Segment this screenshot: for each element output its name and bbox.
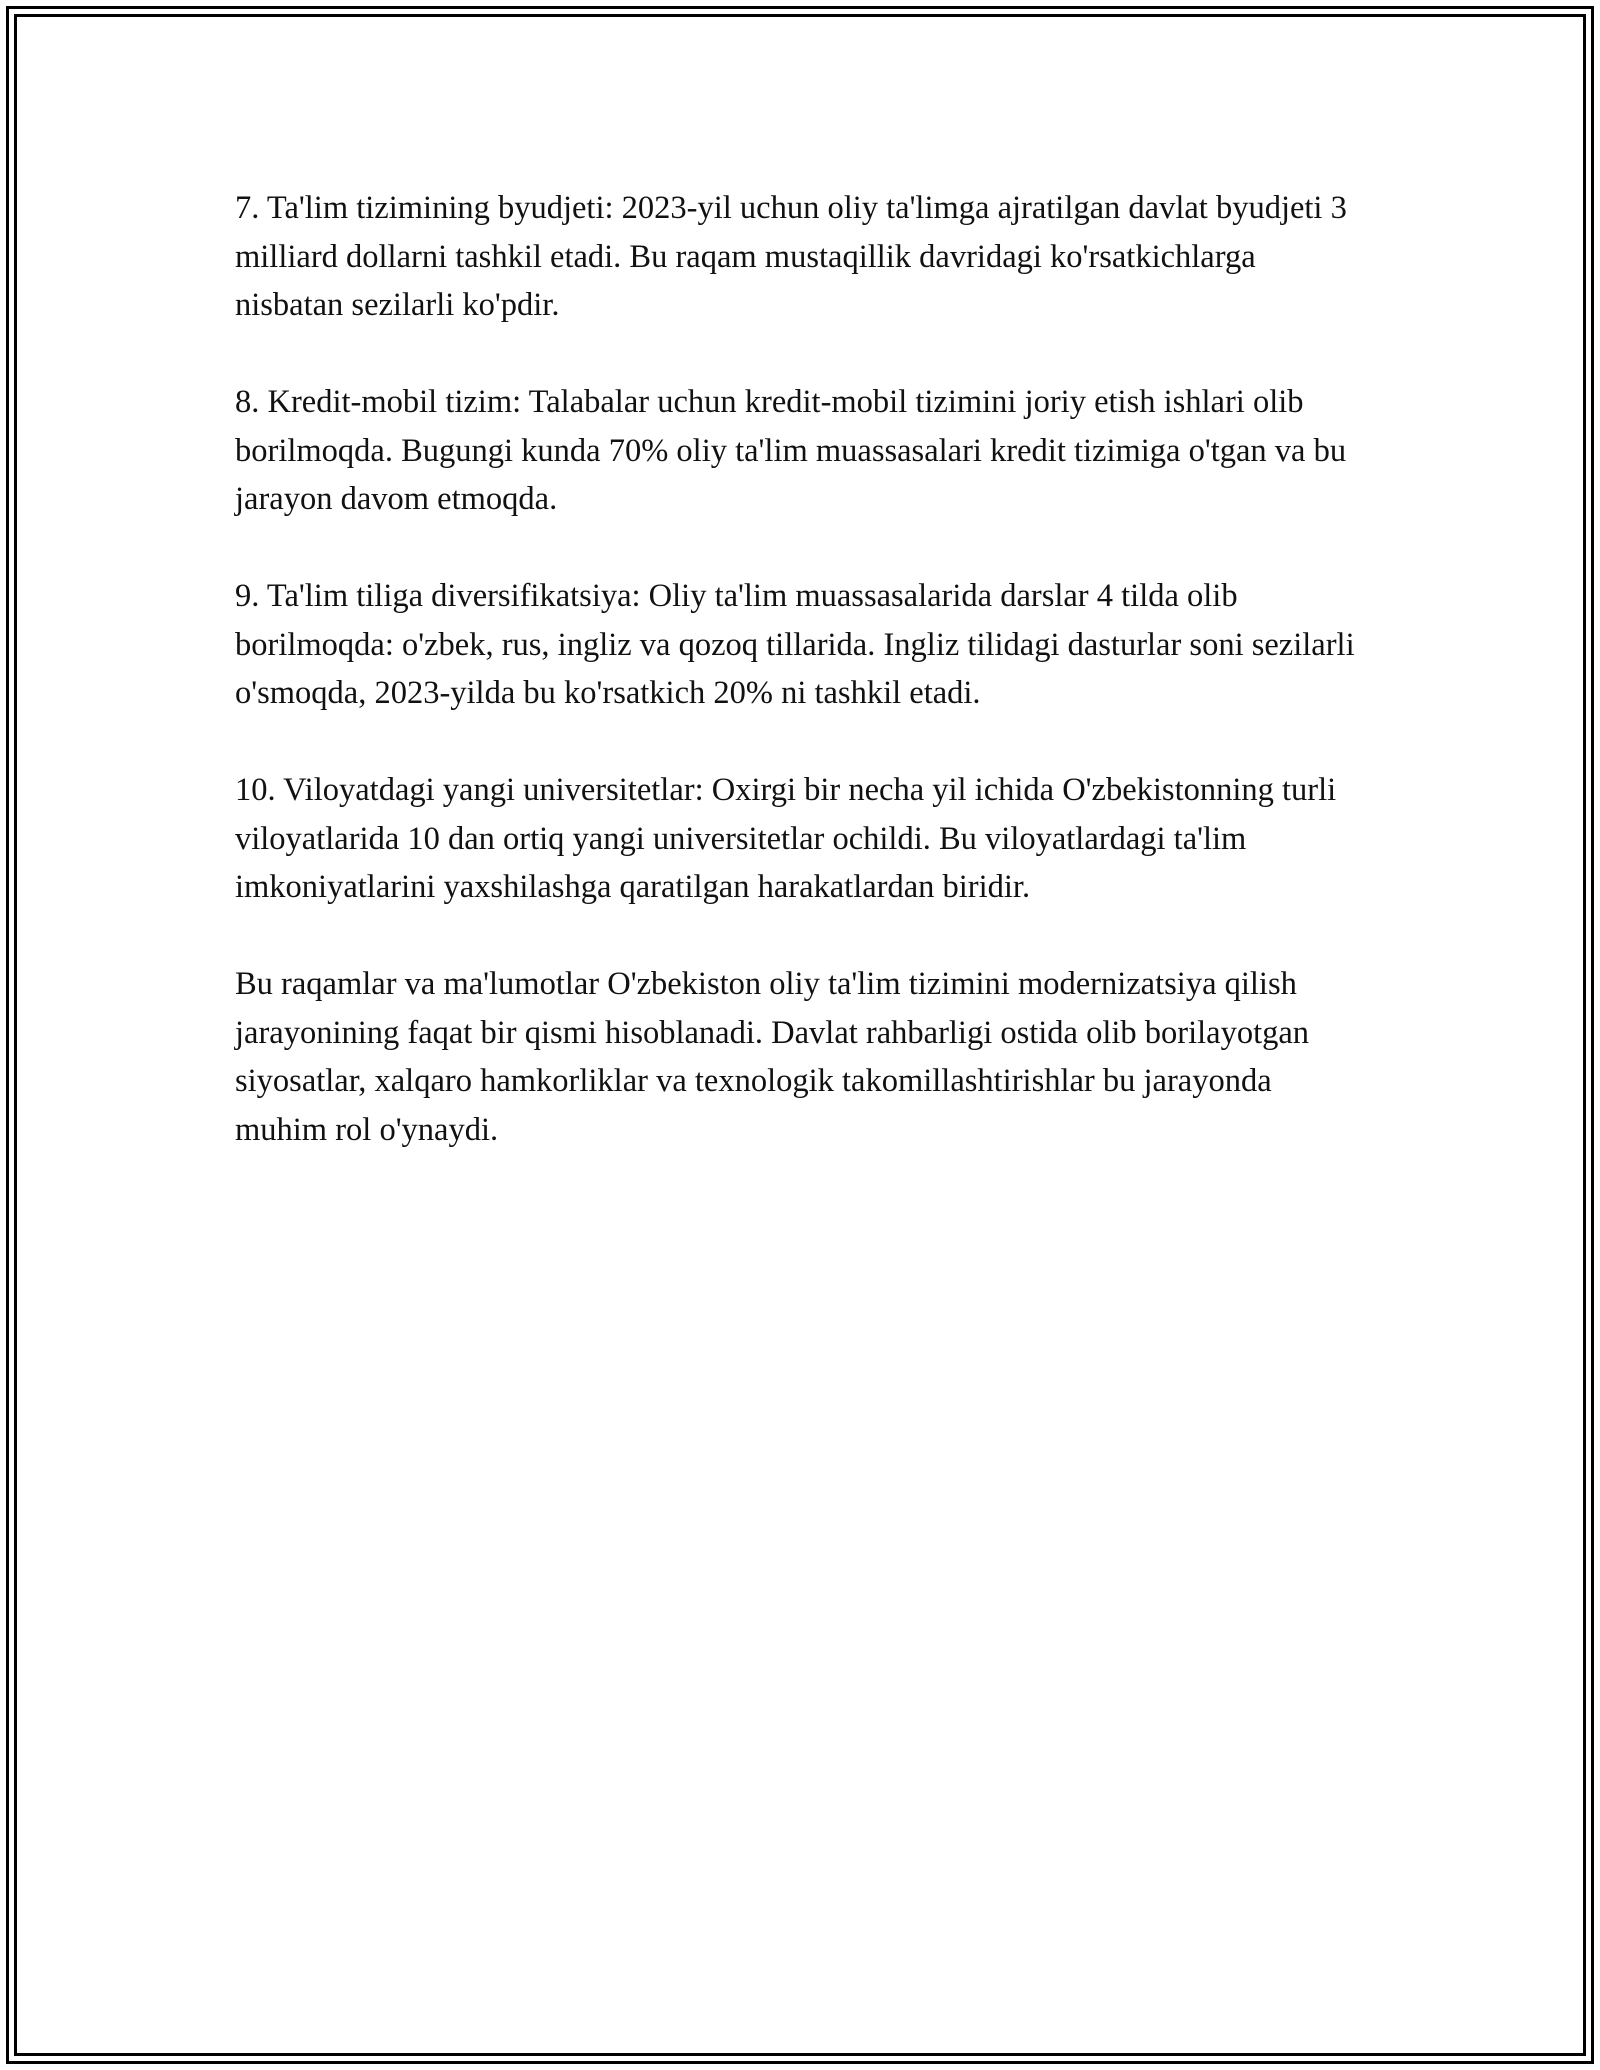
paragraph-regional-universities: 10. Viloyatdagi yangi universitetlar: Oxirgi bir necha yil ichida O'zbekistonning turli viloyatlarida 10 dan ortiq yangi universitetlar ochildi. Bu viloyatlardagi ta'lim imkoniyatlarini yaxshilashga qaratilgan harakatlardan biridir.: [235, 772, 1337, 905]
paragraph-language-diversification: 9. Ta'lim tiliga diversifikatsiya: Oliy ta'lim muassasalarida darslar 4 tilda olib borilmoqda: o'zbek, rus, ingliz va qozoq tillarida. Ingliz tilidagi dasturlar soni sezilarli o'smoqda, 2023-yilda bu ko'rsatkich 20% ni tashkil etadi.: [235, 578, 1355, 711]
document-body: [235, 184, 1355, 1203]
paragraph-credit-system: 8. Kredit-mobil tizim: Talabalar uchun kredit-mobil tizimini joriy etish ishlari olib borilmoqda. Bugungi kunda 70% oliy ta'lim muassasalari kredit tizimiga o'tgan va bu jarayon davom etmoqda.: [235, 384, 1347, 517]
paragraph-budget: 7. Ta'lim tizimining byudjeti: 2023-yil uchun oliy ta'limga ajratilgan davlat byudjeti 3 milliard dollarni tashkil etadi. Bu raqam mustaqillik davridagi ko'rsatkichlarga nisbatan sezilarli ko'pdir.: [235, 190, 1347, 323]
paragraph-conclusion: Bu raqamlar va ma'lumotlar O'zbekiston oliy ta'lim tizimini modernizatsiya qilish jarayonining faqat bir qismi hisoblanadi. Davlat rahbarligi ostida olib borilayotgan siyosatlar, xalqaro hamkorliklar va texnologik takomillashtirishlar bu jarayonda muhim rol o'ynaydi.: [235, 966, 1310, 1148]
